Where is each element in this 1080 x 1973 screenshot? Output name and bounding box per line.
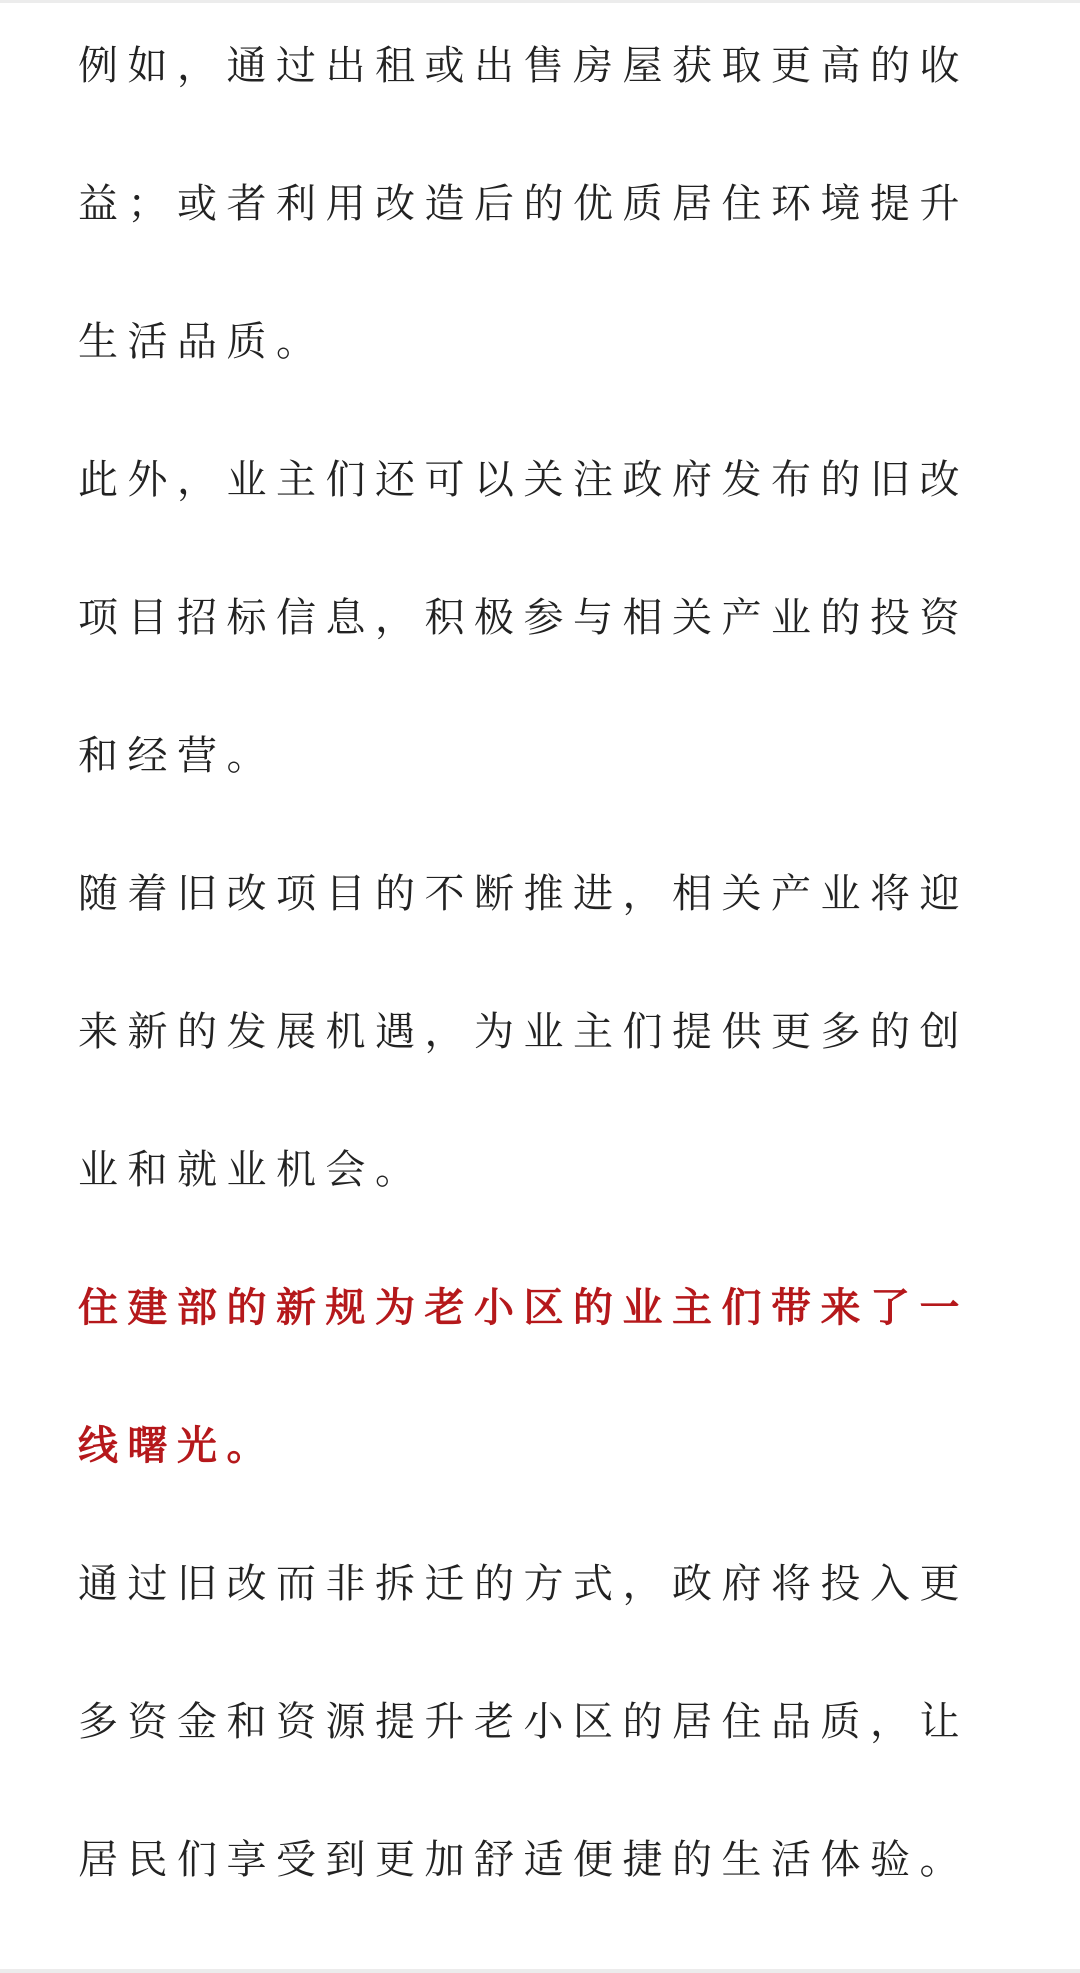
paragraph-renovation: 通过旧改而非拆迁的方式，政府将投入更多资金和资源提升老小区的居住品质，让居民们享受到更加舒适便捷的生活体验。: [78, 1561, 969, 1883]
highlight-paragraph: 住建部的新规为老小区的业主们带来了一线曙光。: [78, 1285, 969, 1469]
paragraph-opportunities: 随着旧改项目的不断推进，相关产业将迎来新的发展机遇，为业主们提供更多的创业和就业机会。: [78, 871, 969, 1193]
paragraph-bidding: 此外，业主们还可以关注政府发布的旧改项目招标信息，积极参与相关产业的投资和经营。: [78, 457, 969, 779]
paragraph-income: 例如，通过出租或出售房屋获取更高的收益；或者利用改造后的优质居住环境提升生活品质。: [78, 43, 969, 365]
article-body: [78, 42, 1002, 1929]
bottom-divider: [0, 1969, 1080, 1973]
